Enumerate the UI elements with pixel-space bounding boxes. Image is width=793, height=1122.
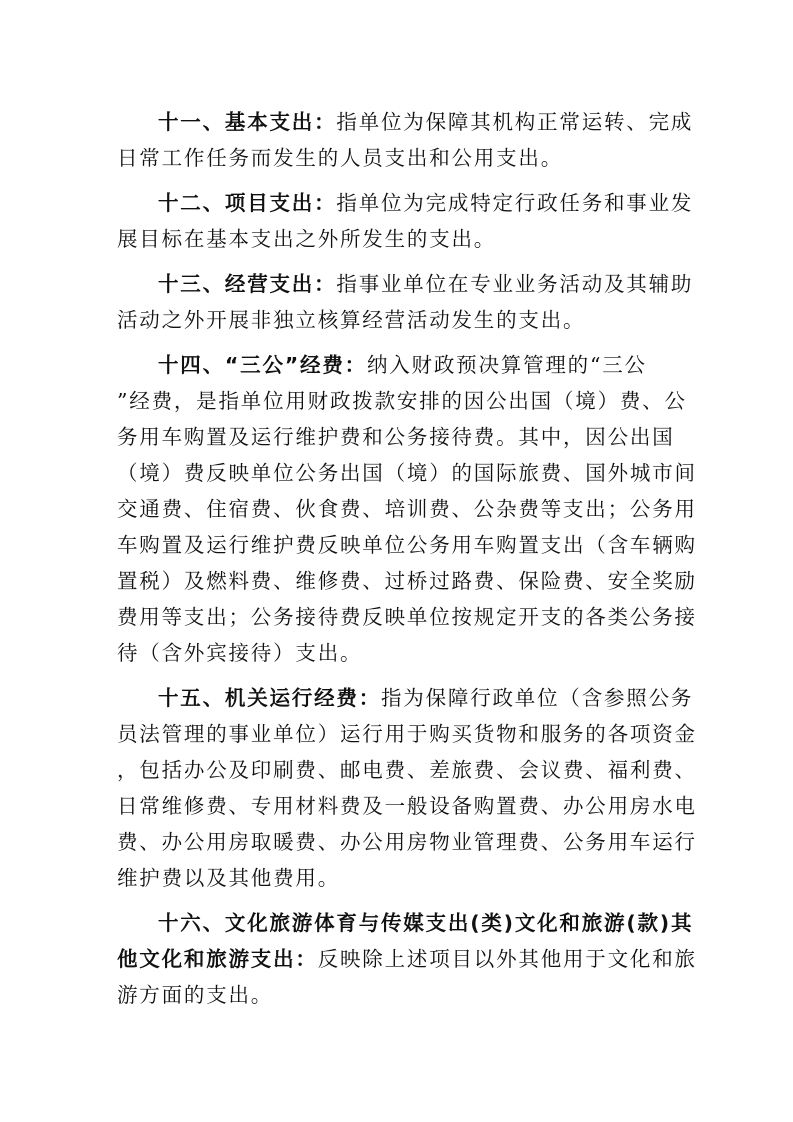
- paragraph-line: [117, 347, 683, 383]
- paragraph-project-expenditure: [117, 185, 694, 257]
- term-heading: 十五、机关运行经费：: [158, 686, 381, 710]
- paragraph-line: [117, 266, 694, 302]
- paragraph-line: 待（含外宾接待）支出。: [117, 641, 363, 665]
- definition-text: 纳入财政预决算管理的“三公: [366, 353, 647, 377]
- paragraph-culture-tourism-other: [117, 905, 697, 1013]
- paragraph-line: 日常维修费、专用材料费及一般设备购置费、办公用房水电: [117, 794, 697, 818]
- paragraph-agency-operating-funds: [117, 680, 697, 896]
- term-heading: 十一、基本支出：: [158, 110, 337, 134]
- paragraph-operating-expenditure: [117, 266, 694, 338]
- paragraph-line: （境）费反映单位公务出国（境）的国际旅费、国外城市间: [117, 461, 697, 485]
- paragraph-line: 置税）及燃料费、维修费、过桥过路费、保险费、安全奖励: [117, 569, 697, 593]
- paragraph-line: 务用车购置及运行维护费和公务接待费。其中，因公出国: [117, 425, 675, 449]
- paragraph-three-public-expenses: [117, 347, 697, 671]
- paragraph-line: [117, 185, 694, 221]
- paragraph-line: 维护费以及其他费用。: [117, 866, 340, 890]
- definition-text: 指单位为保障其机构正常运转、完成: [336, 110, 694, 134]
- paragraph-basic-expenditure: [117, 104, 694, 176]
- paragraph-line: 车购置及运行维护费反映单位公务用车购置支出（含车辆购: [117, 533, 697, 557]
- term-heading: 十二、项目支出：: [158, 191, 337, 215]
- paragraph-line: 活动之外开展非独立核算经营活动发生的支出。: [117, 308, 586, 332]
- paragraph-line: 员法管理的事业单位）运行用于购买货物和服务的各项资金: [117, 722, 697, 746]
- term-heading: 十三、经营支出：: [158, 272, 337, 296]
- paragraph-line: ”经费，是指单位用财政拨款安排的因公出国（境）费、公: [117, 389, 687, 413]
- term-heading: 十四、“三公”经费：: [158, 353, 367, 377]
- paragraph-line: 费用等支出；公务接待费反映单位按规定开支的各类公务接: [117, 605, 697, 629]
- definition-text: 指单位为完成特定行政任务和事业发: [336, 191, 694, 215]
- paragraph-line: [117, 680, 694, 716]
- paragraph-line: [117, 104, 694, 140]
- term-heading: 十六、文化旅游体育与传媒支出(类)文化和旅游(款)其: [158, 911, 694, 935]
- paragraph-line: 游方面的支出。: [117, 983, 274, 1007]
- paragraph-line: 交通费、住宿费、伙食费、培训费、公杂费等支出；公务用: [117, 497, 697, 521]
- paragraph-line: ，包括办公及印刷费、邮电费、差旅费、会议费、福利费、: [117, 758, 697, 782]
- definition-text: 指事业单位在专业业务活动及其辅助: [336, 272, 694, 296]
- term-heading: 他文化和旅游支出：: [117, 947, 318, 971]
- definition-text: 反映除上述项目以外其他用于文化和旅: [317, 947, 697, 971]
- paragraph-line: 展目标在基本支出之外所发生的支出。: [117, 227, 497, 251]
- paragraph-line: 日常工作任务而发生的人员支出和公用支出。: [117, 146, 563, 170]
- paragraph-line: [117, 941, 697, 977]
- paragraph-line: 费、办公用房取暖费、办公用房物业管理费、公务用车运行: [117, 830, 697, 854]
- document-body: [117, 104, 697, 1022]
- definition-text: 指为保障行政单位（含参照公务: [381, 686, 694, 710]
